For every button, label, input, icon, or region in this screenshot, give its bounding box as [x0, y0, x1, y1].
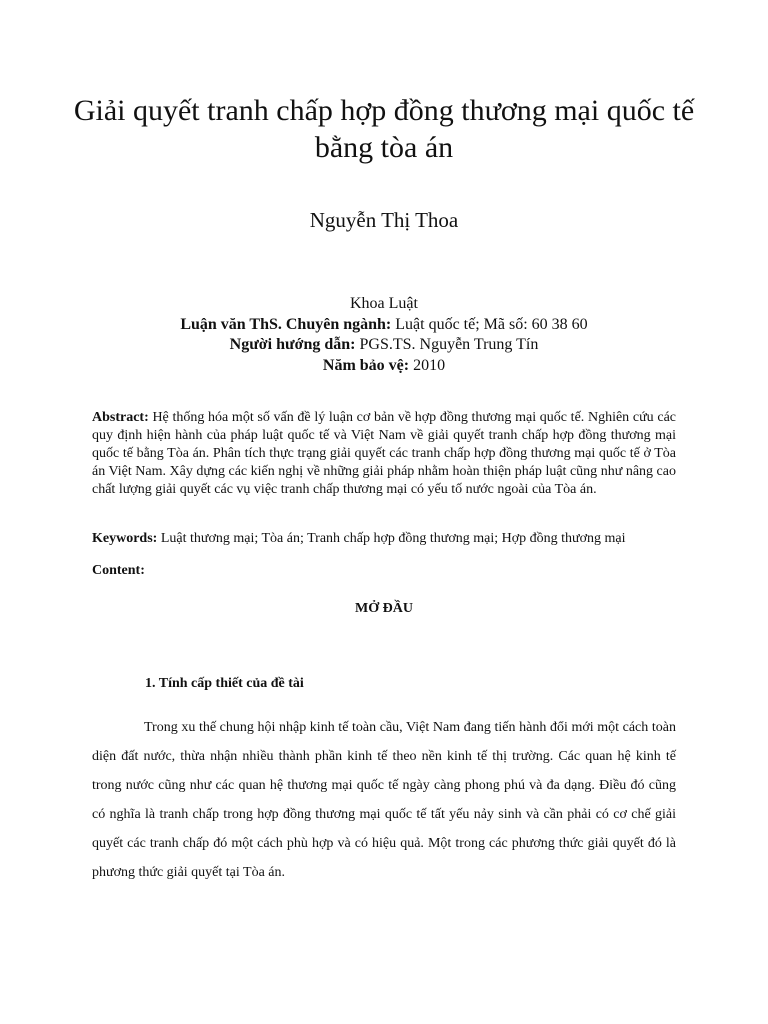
- keywords: [92, 530, 692, 548]
- body-paragraph: Trong xu thế chung hội nhập kinh tế toàn cầu, Việt Nam đang tiến hành đổi mới một cách toàn diện đất nước, thừa nhận nhiều thành phần kinh tế theo nền kinh tế thị trường. Các quan hệ kinh tế trong nước cũng như các quan hệ thương mại quốc tế ngày càng phong phú và đa dạng. Điều đó cũng có nghĩa là tranh chấp trong hợp đồng thương mại quốc tế tất yếu nảy sinh và cần phải có cơ chế giải quyết các tranh chấp đó một cách phù hợp và có hiệu quả. Một trong các phương thức giải quyết đó là phương thức giải quyết tại Tòa án.: [92, 720, 676, 880]
- defense-year-info: [60, 356, 708, 377]
- keywords-label: Keywords:: [92, 531, 158, 546]
- author-name: Nguyễn Thị Thoa: [309, 208, 459, 232]
- abstract: [92, 409, 676, 499]
- abstract-label: Abstract:: [92, 410, 149, 425]
- faculty: Khoa Luật: [350, 295, 418, 312]
- document-title: Giải quyết tranh chấp hợp đồng thương mại quốc tế bằng tòa án: [73, 94, 695, 164]
- keywords-text: Luật thương mại; Tòa án; Tranh chấp hợp đồng thương mại; Hợp đồng thương mại: [157, 531, 626, 546]
- thesis-label: Luận văn ThS. Chuyên ngành:: [180, 315, 392, 333]
- thesis-metadata: [60, 294, 708, 376]
- year-label: Năm bảo vệ:: [322, 356, 410, 374]
- advisor-label: Người hướng dẫn:: [229, 336, 356, 353]
- thesis-info: [60, 315, 708, 336]
- advisor-info: [60, 335, 708, 356]
- advisor-value: PGS.TS. Nguyễn Trung Tín: [355, 336, 539, 353]
- thesis-value: Luật quốc tế; Mã số: 60 38 60: [391, 315, 588, 333]
- subsection-heading: 1. Tính cấp thiết của đề tài: [145, 676, 304, 691]
- section-heading: MỞ ĐẦU: [355, 601, 413, 616]
- year-value: 2010: [409, 356, 446, 374]
- content-label: Content:: [92, 563, 145, 578]
- abstract-text: Hệ thống hóa một số vấn đề lý luận cơ bản về hợp đồng thương mại quốc tế. Nghiên cứu các quy định hiện hành của pháp luật quốc tế và Việt Nam về giải quyết tranh chấp hợp đồng thương mại quốc tế bằng Tòa án. Phân tích thực trạng giải quyết các tranh chấp hợp đồng thương mại quốc tế ở Tòa án Việt Nam. Xây dựng các kiến nghị về những giải pháp nhằm hoàn thiện pháp luật cũng như nâng cao chất lượng giải quyết các vụ việc tranh chấp thương mại có yếu tố nước ngoài của Tòa án.: [92, 410, 676, 497]
